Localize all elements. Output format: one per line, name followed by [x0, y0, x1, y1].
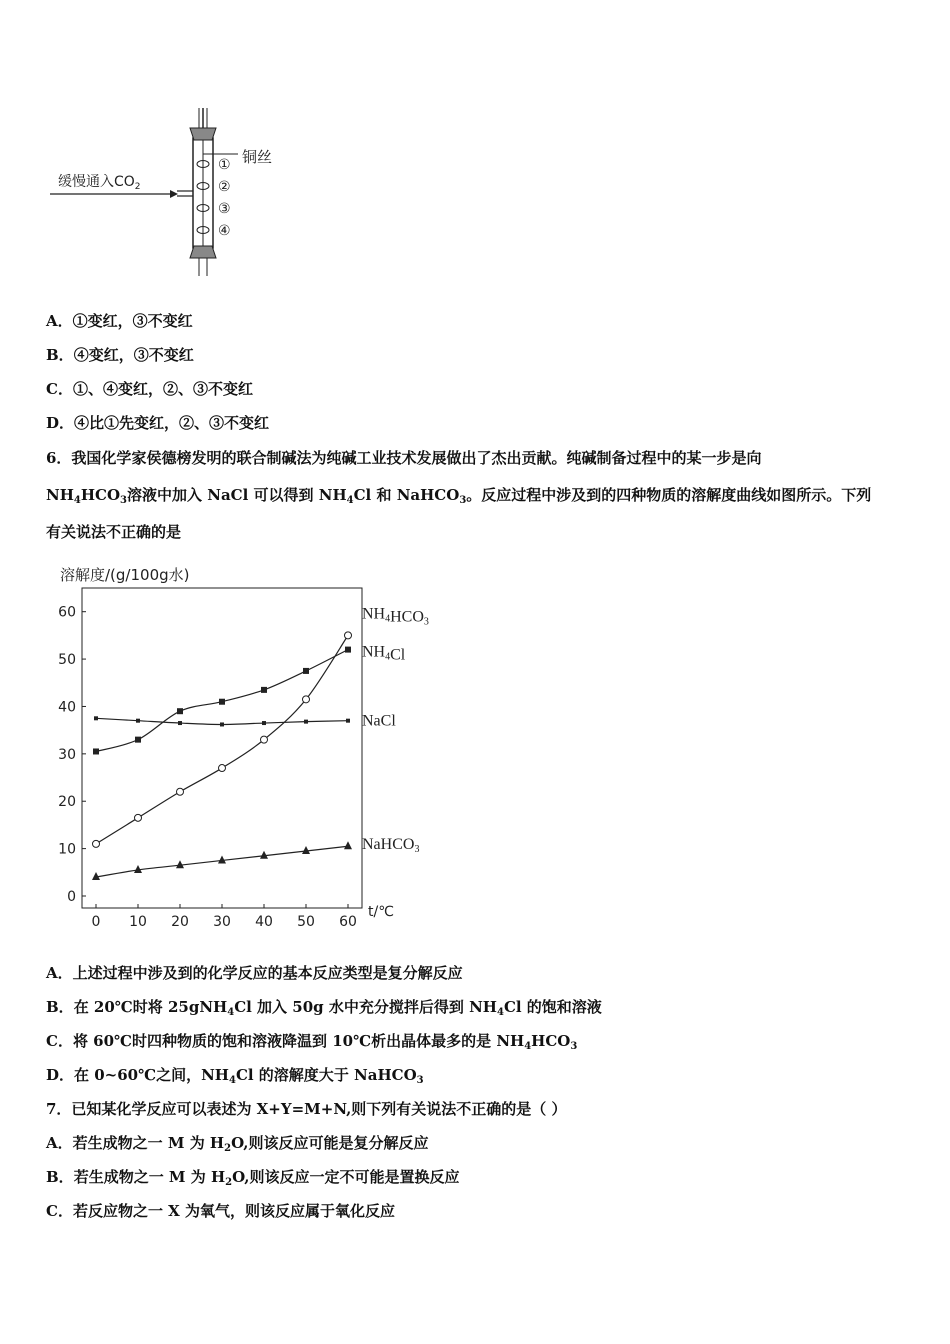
- q7-option-c: C．若反应物之一 X 为氧气，则该反应属于氧化反应: [46, 1202, 396, 1220]
- data-point-NH4Cl: [345, 647, 351, 653]
- x-tick-label: 20: [171, 914, 189, 930]
- y-tick-label: 0: [67, 889, 76, 905]
- series-line-NH4HCO3: [96, 635, 348, 843]
- data-point-NaHCO3: [344, 841, 352, 849]
- data-point-NH4Cl: [219, 699, 225, 705]
- data-point-NH4HCO3: [135, 814, 142, 821]
- data-point-NH4HCO3: [303, 696, 310, 703]
- y-tick-label: 40: [58, 699, 76, 716]
- data-point-NaHCO3: [302, 846, 310, 854]
- data-point-NaHCO3: [218, 855, 226, 863]
- series-label-NH4HCO3: NH4HCO3: [362, 605, 429, 628]
- y-tick-label: 30: [58, 746, 76, 763]
- position-label-2: ②: [218, 179, 231, 195]
- q6-stem-line1: 6．我国化学家侯德榜发明的联合制碱法为纯碱工业技术发展做出了杰出贡献。纯碱制备过程中的某一步是向: [46, 449, 762, 467]
- series-label-NaHCO3: NaHCO3: [362, 836, 420, 856]
- x-tick-label: 30: [213, 914, 231, 930]
- co2-apparatus-diagram: [50, 108, 300, 278]
- data-point-NH4HCO3: [345, 632, 352, 639]
- y-tick-label: 60: [58, 604, 76, 621]
- data-point-NaCl: [136, 719, 140, 723]
- data-point-NH4Cl: [303, 668, 309, 674]
- data-point-NaCl: [178, 721, 182, 725]
- q5-option-a: A．①变红，③不变红: [46, 312, 193, 330]
- solubility-chart: [50, 560, 470, 940]
- x-tick-label: 0: [91, 914, 101, 930]
- x-axis-label: t/℃: [368, 904, 394, 920]
- x-tick-label: 40: [255, 914, 273, 930]
- data-point-NH4HCO3: [93, 840, 100, 847]
- q5-option-b: B．④变红，③不变红: [46, 346, 194, 364]
- position-label-1: ①: [218, 157, 231, 173]
- x-tick-label: 60: [339, 914, 357, 930]
- y-tick-label: 10: [58, 841, 76, 858]
- q6-stem-line2: $NH_4HCO_3$溶液中加入 NaCl 可以得到 $NH_4Cl$ 和 NaHCO$_3$。反应过程中涉及到的四种物质的溶解度曲线如图所示。下列: [46, 486, 872, 506]
- data-point-NaCl: [94, 716, 98, 720]
- data-point-NH4Cl: [93, 748, 99, 754]
- bottom-stopper: [190, 246, 216, 258]
- data-point-NaCl: [304, 720, 308, 724]
- chart-title: 溶解度/(g/100g水): [60, 566, 190, 584]
- q6-stem-line3: 有关说法不正确的是: [46, 523, 182, 541]
- inlet-label: 缓慢通入$CO_2$: [58, 174, 141, 192]
- q6-option-a: A．上述过程中涉及到的化学反应的基本反应类型是复分解反应: [46, 964, 463, 982]
- top-stopper: [190, 128, 216, 140]
- series-label-NH4Cl: NH4Cl: [362, 643, 406, 664]
- series-label-NaCl: NaCl: [362, 712, 396, 730]
- position-label-4: ④: [218, 223, 231, 239]
- q5-option-c: C．①、④变红，②、③不变红: [46, 380, 253, 398]
- position-label-3: ③: [218, 201, 231, 217]
- data-point-NaHCO3: [260, 851, 268, 859]
- data-point-NaCl: [262, 721, 266, 725]
- data-point-NaCl: [346, 719, 350, 723]
- data-point-NaCl: [220, 722, 224, 726]
- q7-stem: 7．已知某化学反应可以表述为 X+Y=M+N,则下列有关说法不正确的是（ ）: [46, 1100, 567, 1118]
- data-point-NH4HCO3: [219, 765, 226, 772]
- wire-label: 铜丝: [242, 148, 273, 166]
- y-tick-label: 20: [58, 794, 76, 811]
- q6-option-d: D．在 0~60℃之间，$NH_4Cl$ 的溶解度大于 NaHCO$_3$: [46, 1066, 424, 1086]
- data-point-NH4Cl: [135, 737, 141, 743]
- x-tick-label: 50: [297, 914, 315, 930]
- data-point-NaHCO3: [134, 865, 142, 873]
- y-tick-label: 50: [58, 652, 76, 669]
- q7-option-b: B．若生成物之一 M 为 $H_2O$,则该反应一定不可能是置换反应: [46, 1168, 460, 1188]
- data-point-NaHCO3: [176, 860, 184, 868]
- x-tick-label: 10: [129, 914, 147, 930]
- q6-option-c: C．将 60℃时四种物质的饱和溶液降温到 10℃析出晶体最多的是 $NH_4HCO_3$: [46, 1032, 578, 1052]
- q5-option-d: D．④比①先变红，②、③不变红: [46, 414, 270, 432]
- data-point-NH4Cl: [261, 687, 267, 693]
- q6-option-b: B．在 20℃时将 25gNH$_4$Cl 加入 50g 水中充分搅拌后得到 $NH_4Cl$ 的饱和溶液: [46, 998, 602, 1018]
- data-point-NH4Cl: [177, 708, 183, 714]
- data-point-NH4HCO3: [177, 788, 184, 795]
- q7-option-a: A．若生成物之一 M 为 $H_2O$,则该反应可能是复分解反应: [46, 1134, 429, 1154]
- data-point-NH4HCO3: [261, 736, 268, 743]
